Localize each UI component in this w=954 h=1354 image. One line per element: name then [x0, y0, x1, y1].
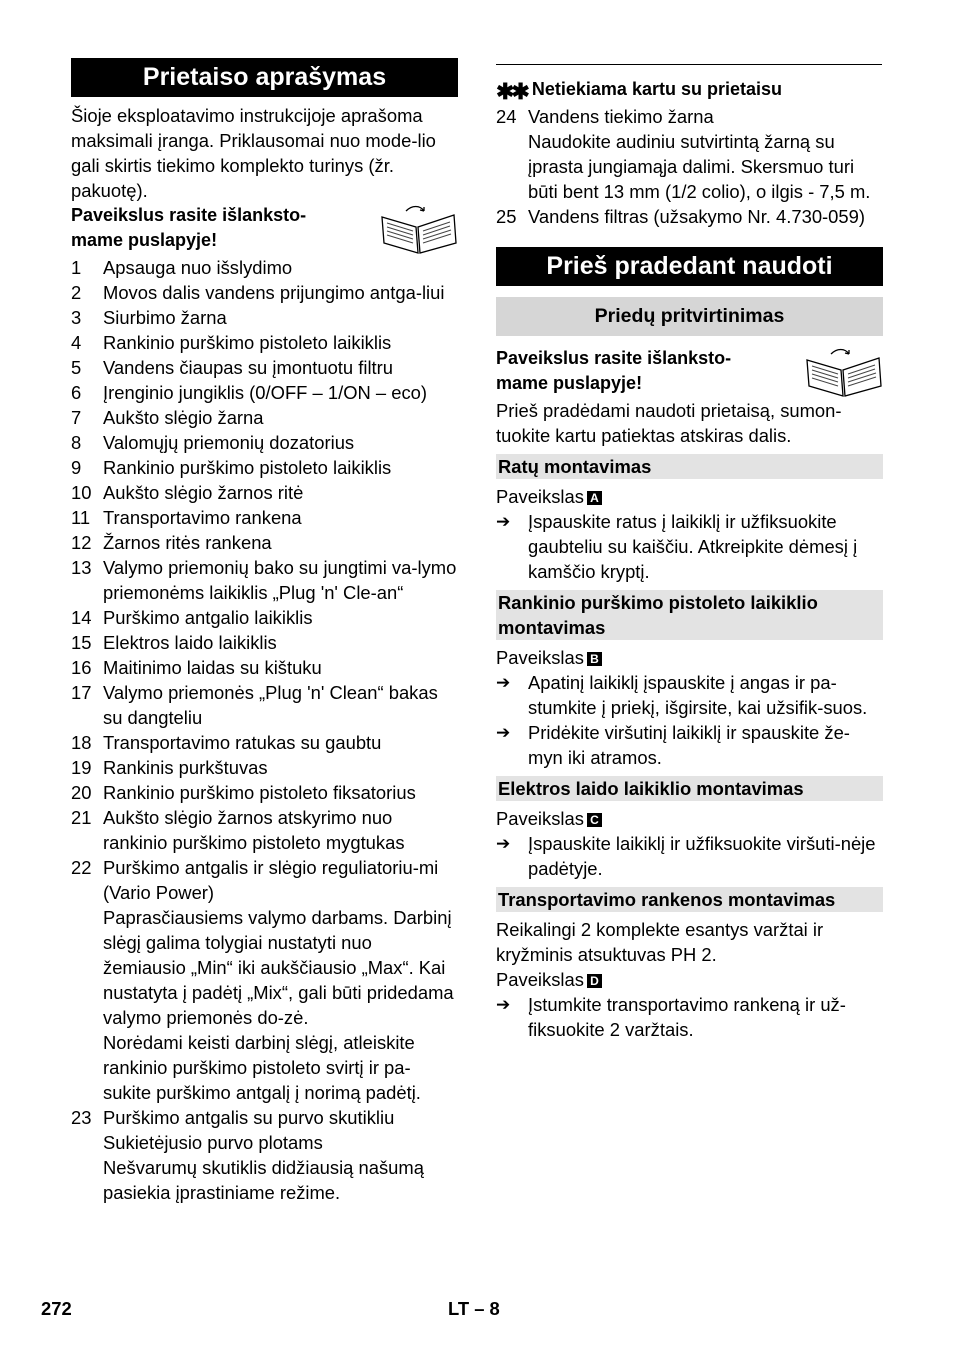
figure-label: Paveikslas	[496, 969, 584, 990]
item22-description-1: Paprasčiausiems valymo darbams. Darbinį slėgį galima tolygiai nustatyti nuo žemiausio „Min“ iki aukščiausio „Max“. Kai nustatyta į padėtį „Mix“, gali būti pridedama valymo priemonės do-zė.	[103, 907, 454, 1028]
list-item-16: 16 Maitinimo laidas su kištuku	[71, 657, 322, 678]
assembly-sections	[496, 454, 883, 1042]
list-item-7: 7 Aukšto slėgio žarna	[71, 407, 264, 428]
list-item-21: 21 Aukšto slėgio žarnos atskyrimo nuo rankinio purškimo pistoleto mygtukas	[71, 807, 405, 853]
list-item-3: 3 Siurbimo žarna	[71, 307, 227, 328]
section-heading: Transportavimo rankenos montavimas	[496, 887, 883, 912]
figure-reference	[496, 967, 883, 992]
figure-note-right	[496, 346, 883, 398]
section-heading: Ratų montavimas	[496, 454, 883, 479]
instruction-step: ➔ Apatinį laikiklį įspauskite į angas ir pa-stumkite į priekį, išgirsite, kai užsifik-suos.	[496, 672, 868, 718]
list-item-11: 11 Transportavimo rankena	[71, 507, 302, 528]
subsection-title-accessories: Priedų pritvirtinimas	[496, 297, 883, 336]
list-item-17: 17 Valymo priemonės „Plug 'n' Clean“ bakas su dangteliu	[71, 682, 438, 728]
divider	[496, 64, 882, 65]
figure-note-line1: Paveikslus rasite išlanksto-	[496, 348, 732, 368]
item23-description-1: Sukietėjusio purvo plotams	[103, 1132, 323, 1153]
figure-note-line1: Paveikslus rasite išlanksto-	[71, 205, 307, 225]
list-item-15: 15 Elektros laido laikiklis	[71, 632, 277, 653]
figure-reference	[496, 806, 883, 831]
page-number: 272	[41, 1298, 72, 1319]
double-asterisk-icon: ✱✱	[496, 79, 527, 104]
figure-reference	[496, 484, 883, 509]
figure-letter: C	[587, 813, 602, 827]
arrow-right-icon: ➔	[496, 512, 511, 531]
item23-description-2: Nešvarumų skutiklis didžiausią našumą pasiekia įprastiniame režime.	[103, 1157, 424, 1203]
figure-label: Paveikslas	[496, 808, 584, 829]
section-title-description: Prietaiso aprašymas	[71, 58, 458, 97]
arrow-right-icon: ➔	[496, 995, 511, 1014]
not-included-note: ✱✱ Netiekiama kartu su prietaisu	[496, 79, 782, 104]
figure-note-line2: mame puslapyje!	[71, 230, 218, 250]
list-item-23: 23 Purškimo antgalis su purvo skutikliu	[71, 1107, 395, 1128]
figure-reference	[496, 645, 883, 670]
list-item-12: 12 Žarnos ritės rankena	[71, 532, 272, 553]
list-item-24: 24 Vandens tiekimo žarna	[496, 106, 714, 127]
section-heading: Elektros laido laikiklio montavimas	[496, 776, 883, 801]
instruction-step: ➔ Įstumkite transportavimo rankeną ir už-fiksuokite 2 varžtais.	[496, 994, 846, 1040]
figure-label: Paveikslas	[496, 486, 584, 507]
list-item-4: 4 Rankinio purškimo pistoleto laikiklis	[71, 332, 392, 353]
arrow-right-icon: ➔	[496, 723, 511, 742]
list-item-22: 22 Purškimo antgalis ir slėgio reguliatoriu-mi (Vario Power)	[71, 857, 439, 903]
parts-list	[71, 255, 458, 905]
instruction-step: ➔ Pridėkite viršutinį laikiklį ir spauskite že-myn iki atramos.	[496, 722, 850, 768]
list-item-8: 8 Valomųjų priemonių dozatorius	[71, 432, 355, 453]
list-item-18: 18 Transportavimo ratukas su gaubtu	[71, 732, 382, 753]
item24-description: Naudokite audiniu sutvirtintą žarną su įprasta jungiamąja dalimi. Skersmuo turi būti bent 13 mm (1/2 colio), o ilgis - 7,5 m.	[528, 131, 871, 202]
section-heading: Rankinio purškimo pistoleto laikiklio montavimas	[496, 590, 883, 640]
list-item-6: 6 Įrenginio jungiklis (0/OFF – 1/ON – eco)	[71, 382, 428, 403]
section-requirements: Reikalingi 2 komplekte esantys varžtai ir kryžminis atsuktuvas PH 2.	[496, 919, 824, 965]
figure-note-line2: mame puslapyje!	[496, 373, 643, 393]
intro-text: Šioje eksploatavimo instrukcijoje aprašoma maksimali įranga. Priklausomai nuo mode-lio gali skirtis tiekimo komplekto turinys (žr. pakuotę).	[71, 105, 436, 201]
figure-letter: D	[587, 974, 602, 988]
list-item-10: 10 Aukšto slėgio žarnos ritė	[71, 482, 304, 503]
item22-description-2: Norėdami keisti darbinį slėgį, atleiskite rankinio purškimo pistoleto svirtį ir pa-sukite purškimo antgalį į norimą padėtį.	[103, 1032, 421, 1103]
book-icon	[378, 203, 460, 255]
list-item-19: 19 Rankinis purkštuvas	[71, 757, 268, 778]
list-item-1: 1 Apsauga nuo išslydimo	[71, 257, 293, 278]
figure-label: Paveikslas	[496, 647, 584, 668]
figure-letter: B	[587, 652, 602, 666]
list-item-25: 25 Vandens filtras (užsakymo Nr. 4.730-059)	[496, 206, 865, 227]
left-column	[71, 58, 458, 1205]
list-item-13: 13 Valymo priemonių bako su jungtimi va-lymo priemonėms laikiklis „Plug 'n' Cle-an“	[71, 557, 457, 603]
list-item-2: 2 Movos dalis vandens prijungimo antga-liui	[71, 282, 445, 303]
instruction-step: ➔ Įspauskite laikiklį ir užfiksuokite viršuti-nėje padėtyje.	[496, 833, 876, 879]
list-item-20: 20 Rankinio purškimo pistoleto fiksatorius	[71, 782, 416, 803]
list-item-14: 14 Purškimo antgalio laikiklis	[71, 607, 313, 628]
language-page-label: LT – 8	[448, 1298, 500, 1319]
right-column	[496, 58, 883, 1042]
instruction-step: ➔ Įspauskite ratus į laikiklį ir užfiksuokite gaubteliu su kaiščiu. Atkreipkite dėmesį į kamščio kryptį.	[496, 511, 858, 582]
figure-note	[71, 203, 458, 255]
intro-text-right: Prieš pradėdami naudoti prietaisą, sumon-tuokite kartu patiektas atskiras dalis.	[496, 400, 842, 446]
arrow-right-icon: ➔	[496, 673, 511, 692]
arrow-right-icon: ➔	[496, 834, 511, 853]
book-icon	[803, 346, 885, 398]
section-title-before-use: Prieš pradedant naudoti	[496, 247, 883, 286]
list-item-9: 9 Rankinio purškimo pistoleto laikiklis	[71, 457, 392, 478]
list-item-5: 5 Vandens čiaupas su įmontuotu filtru	[71, 357, 393, 378]
figure-letter: A	[587, 491, 602, 505]
